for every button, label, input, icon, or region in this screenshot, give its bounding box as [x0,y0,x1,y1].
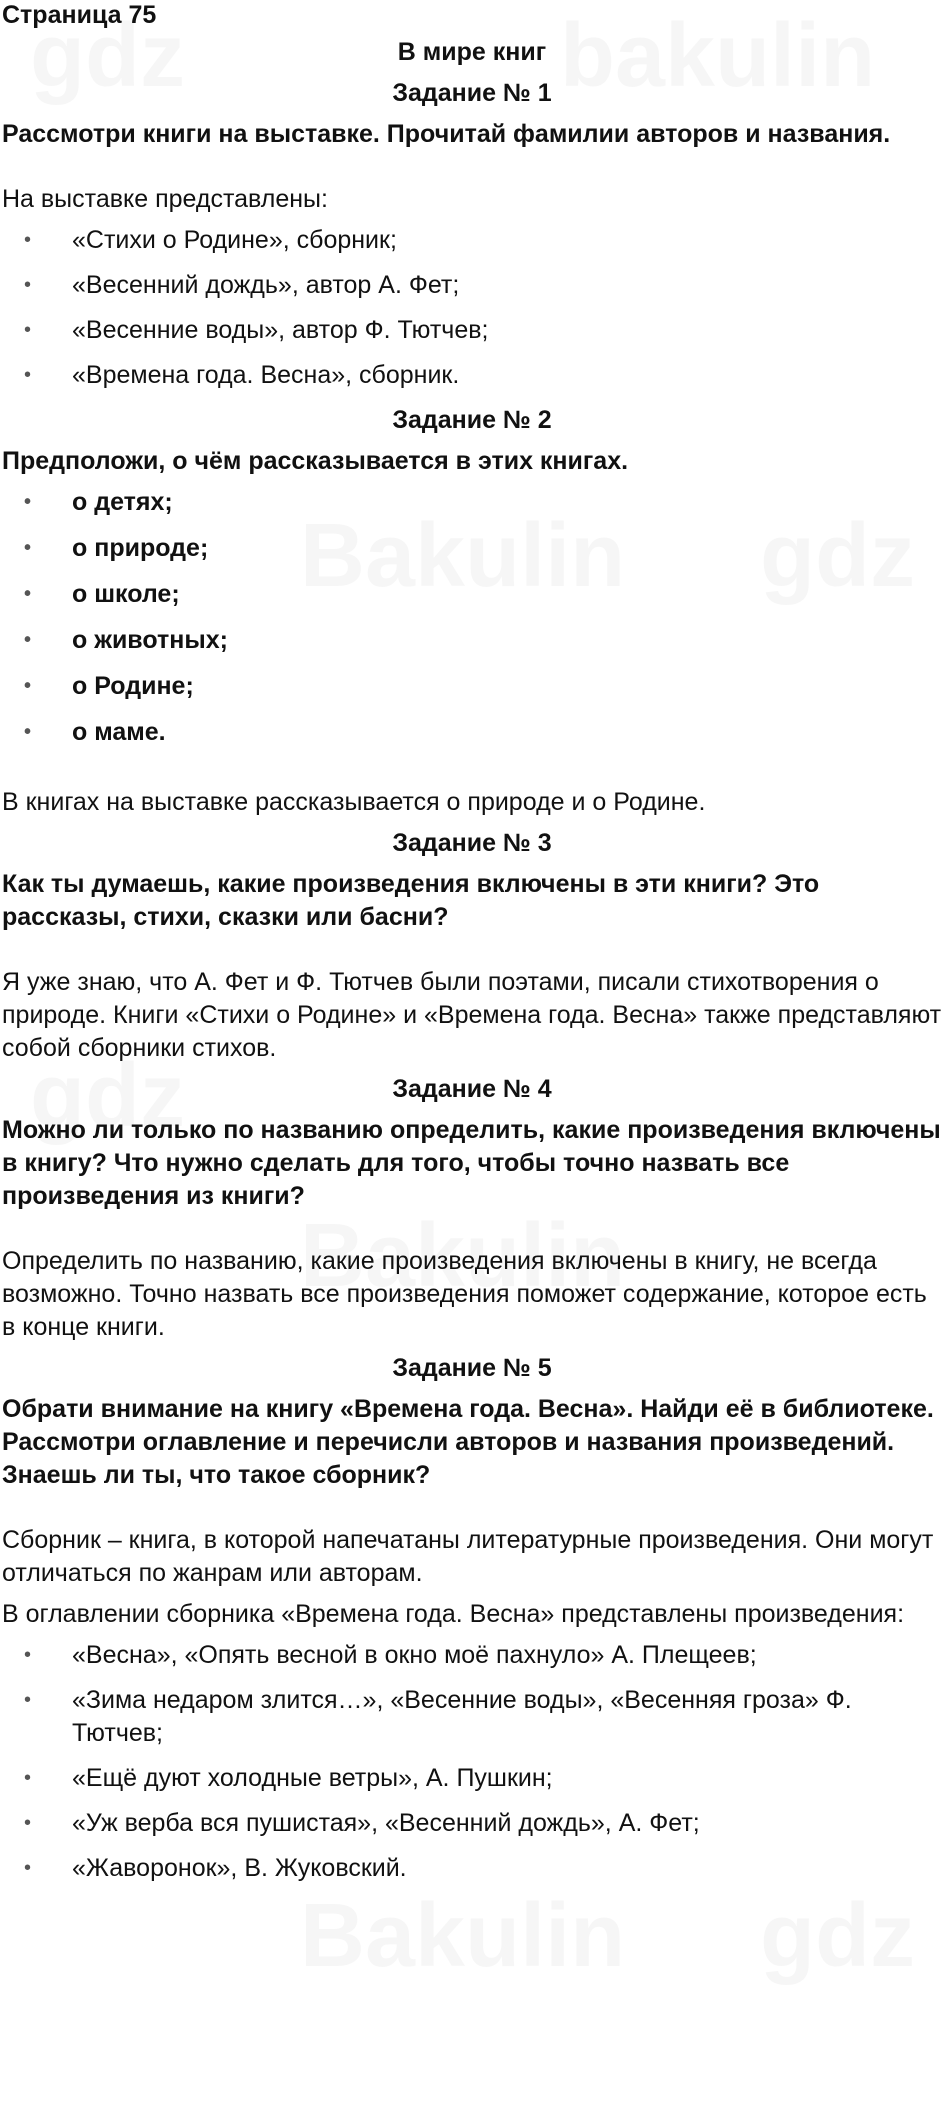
task-5-title: Задание № 5 [392,1354,552,1382]
task-4-question: Можно ли только по названию определить, какие произведения включены в книгу? Что нужно сделать для того, чтобы точно назвать все произведения из книги? [2,1116,941,1210]
section-title: В мире книг [397,38,547,66]
task-5-question: Обрати внимание на книгу «Времена года. Весна». Найди её в библиотеке. Рассмотри оглавление и перечисли авторов и названия произведений. Знаешь ли ты, что такое сборник? [2,1395,934,1489]
list-item: • о маме. [2,716,942,749]
list-item: • о Родине; [2,670,942,703]
task-2 [2,404,942,819]
task-3 [2,827,942,1065]
task-3-answer: Я уже знаю, что А. Фет и Ф. Тютчев были поэтами, писали стихотворения о природе. Книги «Стихи о Родине» и «Времена года. Весна» также представляют собой сборники стихов. [2,968,942,1062]
task-3-question: Как ты думаешь, какие произведения включены в эти книги? Это рассказы, стихи, сказки или басни? [2,870,820,931]
task-1-title: Задание № 1 [392,79,552,107]
task-4-answer: Определить по названию, какие произведения включены в книгу, не всегда возможно. Точно назвать все произведения поможет содержание, которое есть в конце книги. [2,1247,927,1341]
list-item: • о детях; [2,486,942,519]
task-1-intro: На выставке представлены: [2,185,328,213]
list-item: • «Весенний дождь», автор А. Фет; [2,269,942,302]
task-4 [2,1073,942,1344]
task-5-answer-2: В оглавлении сборника «Времена года. Весна» представлены произведения: [2,1600,905,1628]
list-item: • «Уж верба вся пушистая», «Весенний дождь», А. Фет; [2,1807,942,1840]
list-item: • «Весна», «Опять весной в окно моё пахнуло» А. Плещеев; [2,1639,942,1672]
task-1-question: Рассмотри книги на выставке. Прочитай фамилии авторов и названия. [2,120,891,148]
task-5 [2,1352,942,1885]
task-5-answer-1: Сборник – книга, в которой напечатаны литературные произведения. Они могут отличаться по жанрам или авторам. [2,1526,934,1587]
task-2-question: Предположи, о чём рассказывается в этих книгах. [2,447,629,475]
list-item: • «Жаворонок», В. Жуковский. [2,1852,942,1885]
task-2-title: Задание № 2 [392,406,552,434]
task-2-list [2,486,942,749]
task-3-title: Задание № 3 [392,829,552,857]
task-2-answer: В книгах на выставке рассказывается о природе и о Родине. [2,788,706,816]
list-item: • «Ещё дуют холодные ветры», А. Пушкин; [2,1762,942,1795]
list-item: • о школе; [2,578,942,611]
task-1 [2,77,942,392]
list-item: • «Стихи о Родине», сборник; [2,224,942,257]
list-item: • о животных; [2,624,942,657]
task-4-title: Задание № 4 [392,1075,552,1103]
list-item: • о природе; [2,532,942,565]
task-5-list [2,1639,942,1885]
list-item: • «Зима недаром злится…», «Весенние воды», «Весенняя гроза» Ф. Тютчев; [2,1684,942,1750]
list-item: • «Времена года. Весна», сборник. [2,359,942,392]
task-1-list [2,224,942,392]
page-label: Страница 75 [2,1,157,29]
list-item: • «Весенние воды», автор Ф. Тютчев; [2,314,942,347]
